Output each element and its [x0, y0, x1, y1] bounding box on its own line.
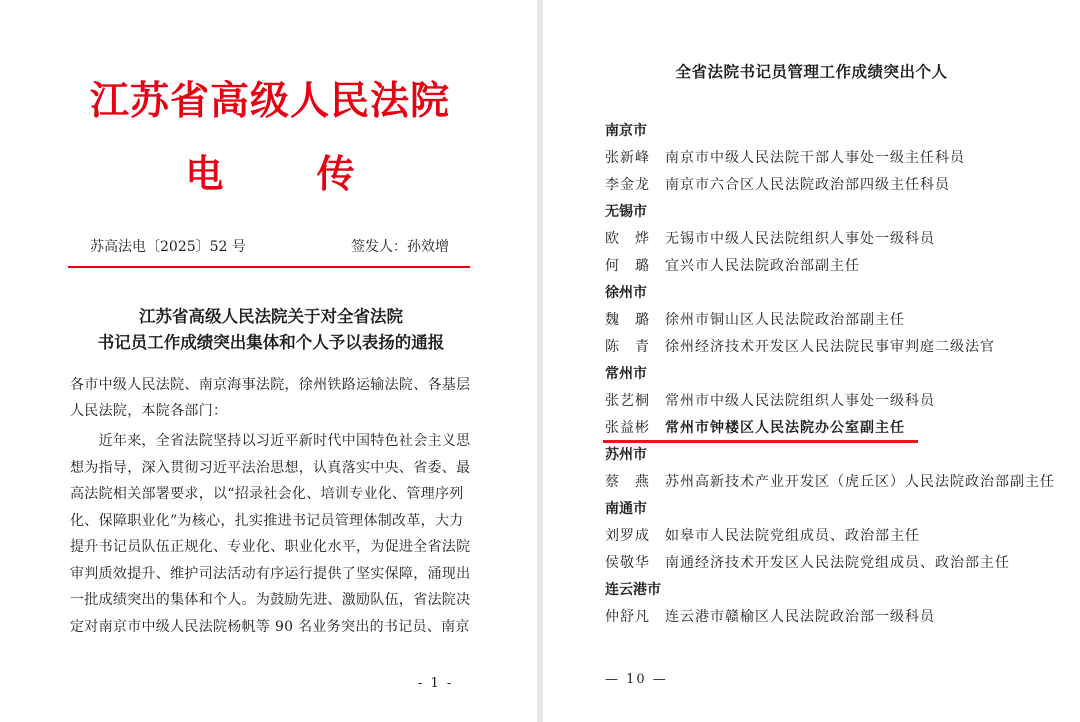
- body-line: 审判质效提升、维护司法活动有序运行提供了坚实保障，涌现出: [70, 565, 471, 582]
- person-row-highlighted: [605, 415, 1065, 442]
- person-row: [605, 334, 1065, 361]
- city-heading: 徐州市: [605, 285, 647, 301]
- city-heading: 连云港市: [605, 582, 661, 598]
- person-title: 徐州经济技术开发区人民法院民事审判庭二级法官: [665, 339, 995, 355]
- body-line: 近年来，全省法院坚持以习近平新时代中国特色社会主义思: [70, 433, 471, 449]
- person-name: 刘罗成: [605, 528, 650, 544]
- person-row: [605, 226, 1065, 253]
- body-line: 想为指导，深入贯彻习近平法治思想，认真落实中央、省委、最: [70, 459, 471, 476]
- person-name: 张益彬: [605, 420, 650, 436]
- city-heading: 南京市: [605, 123, 647, 139]
- person-row: [605, 523, 1065, 550]
- addressee-line: 各市中级人民法院、南京海事法院，徐州铁路运输法院、各基层: [70, 377, 471, 393]
- person-name: 何 璐: [605, 258, 650, 274]
- person-title: 连云港市赣榆区人民法院政治部一级科员: [665, 609, 935, 625]
- org-name-header: 江苏省高级人民法院: [89, 79, 450, 124]
- person-name: 欧 烨: [605, 231, 650, 247]
- city-heading: 常州市: [605, 366, 647, 382]
- body-line: 提升书记员队伍正规化、专业化、职业化水平，为促进全省法院: [70, 539, 471, 555]
- person-title: 宜兴市人民法院政治部副主任: [665, 258, 860, 274]
- page-number: - 1 -: [418, 676, 454, 691]
- body-line: 化、保障职业化”为核心，扎实推进书记员管理体制改革，大力: [70, 512, 464, 529]
- addressee: [70, 372, 472, 424]
- person-row: [605, 550, 1065, 577]
- doc-title-line: 江苏省高级人民法院关于对全省法院: [139, 307, 403, 326]
- person-name: 蔡 燕: [605, 474, 650, 490]
- right-page: [543, 0, 1080, 722]
- person-row: [605, 253, 1065, 280]
- city-heading: 无锡市: [605, 204, 647, 220]
- city-heading: 苏州市: [605, 447, 647, 463]
- honor-list: [605, 118, 1065, 631]
- person-name: 侯敬华: [605, 555, 650, 571]
- signer: 签发人：孙效增: [351, 239, 449, 255]
- person-row: [605, 145, 1065, 172]
- red-divider: [68, 266, 470, 268]
- person-name: 仲舒凡: [605, 609, 650, 625]
- person-row: [605, 469, 1065, 496]
- list-title: 全省法院书记员管理工作成绩突出个人: [675, 62, 948, 81]
- person-title: 南京市六合区人民法院政治部四级主任科员: [665, 177, 950, 193]
- addressee-line: 人民法院，本院各部门：: [70, 403, 228, 419]
- doc-type-header: 电 传: [185, 152, 395, 196]
- person-name: 张艺桐: [605, 393, 650, 409]
- person-name: 陈 青: [605, 339, 650, 355]
- body-line: 一批成绩突出的集体和个人。为鼓励先进、激励队伍，省法院决: [70, 592, 471, 608]
- body-text: [70, 428, 472, 640]
- body-line: 定对南京市中级人民法院杨帆等 90 名业务突出的书记员、南京: [70, 618, 470, 635]
- person-title: 常州市钟楼区人民法院办公室副主任: [665, 420, 905, 436]
- person-row: [605, 172, 1065, 199]
- doc-number: 苏高法电〔2025〕52 号: [90, 239, 246, 255]
- person-row: [605, 604, 1065, 631]
- person-name: 魏 璐: [605, 312, 650, 328]
- person-row: [605, 307, 1065, 334]
- city-heading: 南通市: [605, 501, 647, 517]
- body-line: 高法院相关部署要求，以“招录社会化、培训专业化、管理序列: [70, 486, 464, 502]
- person-title: 徐州市铜山区人民法院政治部副主任: [665, 312, 905, 328]
- person-name: 张新峰: [605, 150, 650, 166]
- person-row: [605, 388, 1065, 415]
- person-name: 李金龙: [605, 177, 650, 193]
- person-title: 苏州高新技术产业开发区（虎丘区）人民法院政治部副主任: [665, 474, 1055, 490]
- person-title: 如皋市人民法院党组成员、政治部主任: [665, 528, 920, 544]
- person-title: 无锡市中级人民法院组织人事处一级科员: [665, 231, 935, 247]
- doc-title: [70, 304, 472, 356]
- person-title: 南京市中级人民法院干部人事处一级主任科员: [665, 150, 965, 166]
- doc-title-line: 书记员工作成绩突出集体和个人予以表扬的通报: [97, 333, 445, 352]
- person-title: 南通经济技术开发区人民法院党组成员、政治部主任: [665, 555, 1010, 571]
- page-number: — 10 —: [605, 672, 668, 687]
- left-page: [0, 0, 537, 722]
- red-underline-highlight: [603, 440, 918, 443]
- person-title: 常州市中级人民法院组织人事处一级科员: [665, 393, 935, 409]
